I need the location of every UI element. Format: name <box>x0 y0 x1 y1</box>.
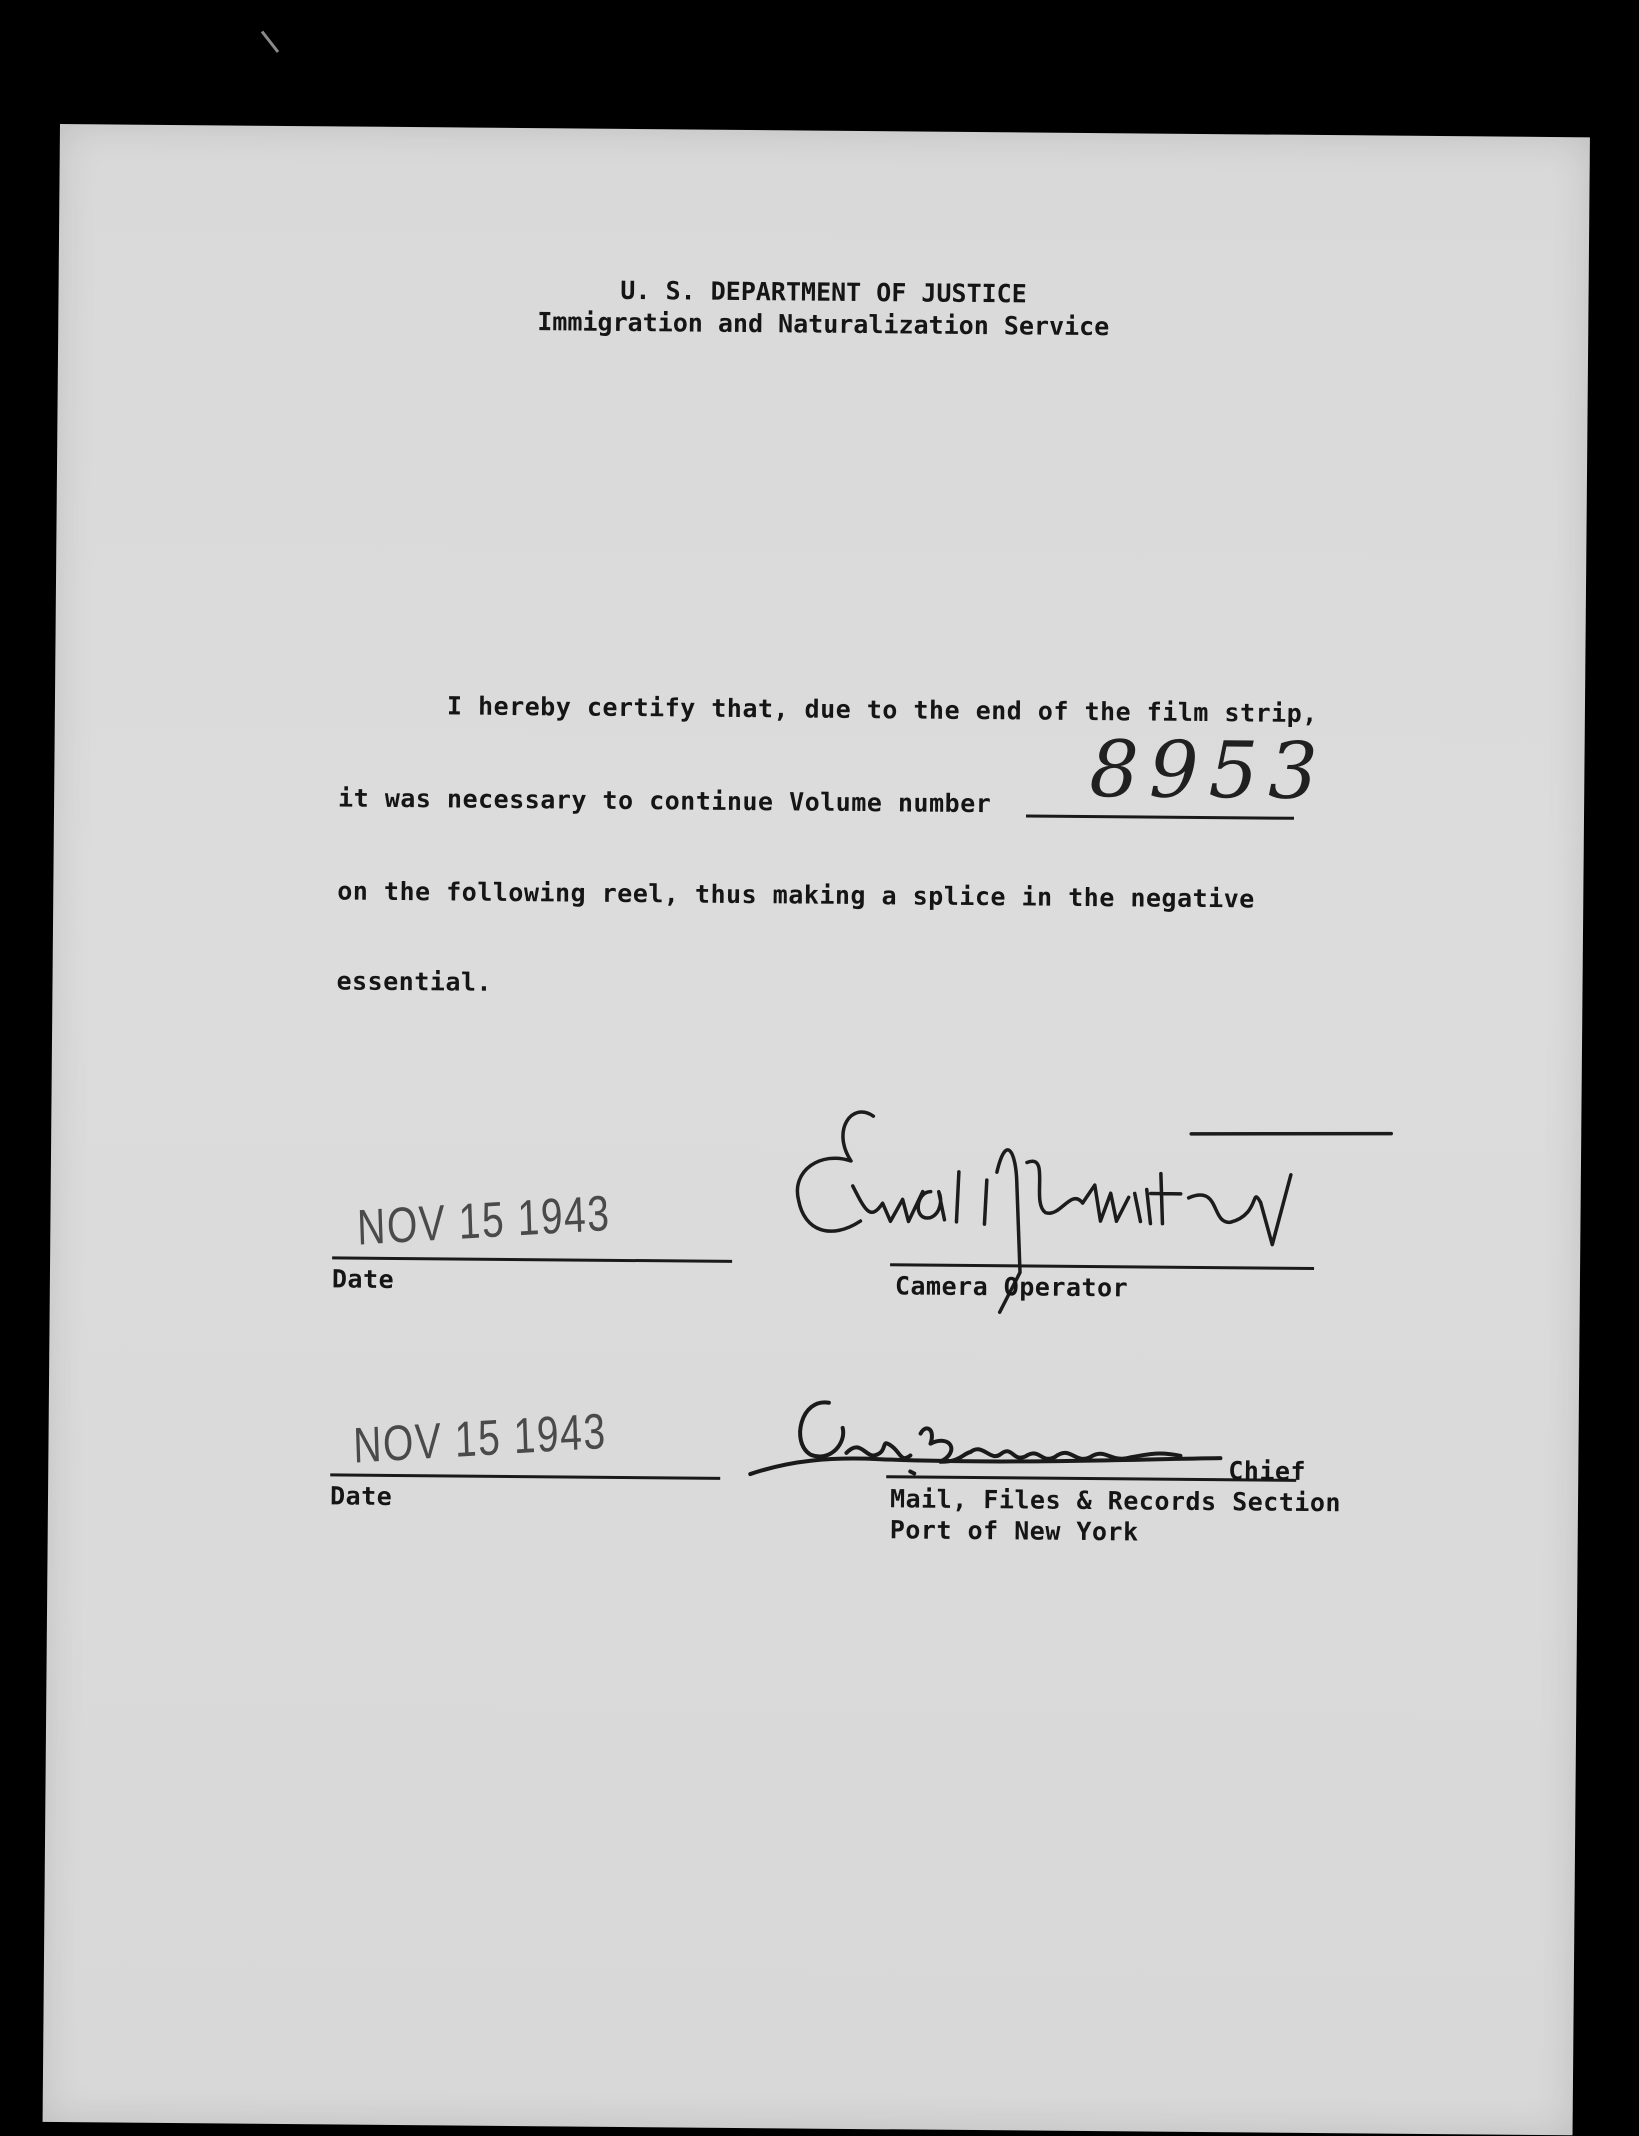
date-stamp-chief: NOV 15 1943 <box>352 1402 608 1474</box>
chief-title: Chief <box>1228 1456 1307 1486</box>
date-stamp-camera-operator: NOV 15 1943 <box>356 1184 612 1256</box>
film-speck <box>261 31 279 53</box>
certification-line-2: it was necessary to continue Volume number <box>338 783 992 819</box>
camera-operator-label: Camera Operator <box>894 1271 1129 1303</box>
certification-line-4: essential. <box>336 966 493 997</box>
certification-line-1: I hereby certify that, due to the end of the film strip, <box>446 691 1318 728</box>
chief-office-location: Port of New York <box>889 1515 1139 1547</box>
camera-operator-signature <box>789 1090 1431 1346</box>
date-label-chief: Date <box>329 1481 393 1511</box>
date-line-chief <box>330 1473 720 1479</box>
document-page <box>43 124 1590 2135</box>
department-heading: U. S. DEPARTMENT OF JUSTICE <box>620 275 1027 309</box>
service-heading: Immigration and Naturalization Service <box>537 307 1110 342</box>
date-line-camera-operator <box>332 1256 732 1262</box>
certification-line-3: on the following reel, thus making a splice in the negative <box>337 876 1255 914</box>
chief-section: Mail, Files & Records Section <box>889 1484 1342 1518</box>
volume-number-handwritten: 8953 <box>1089 725 1329 818</box>
date-label-camera-operator: Date <box>331 1264 395 1294</box>
